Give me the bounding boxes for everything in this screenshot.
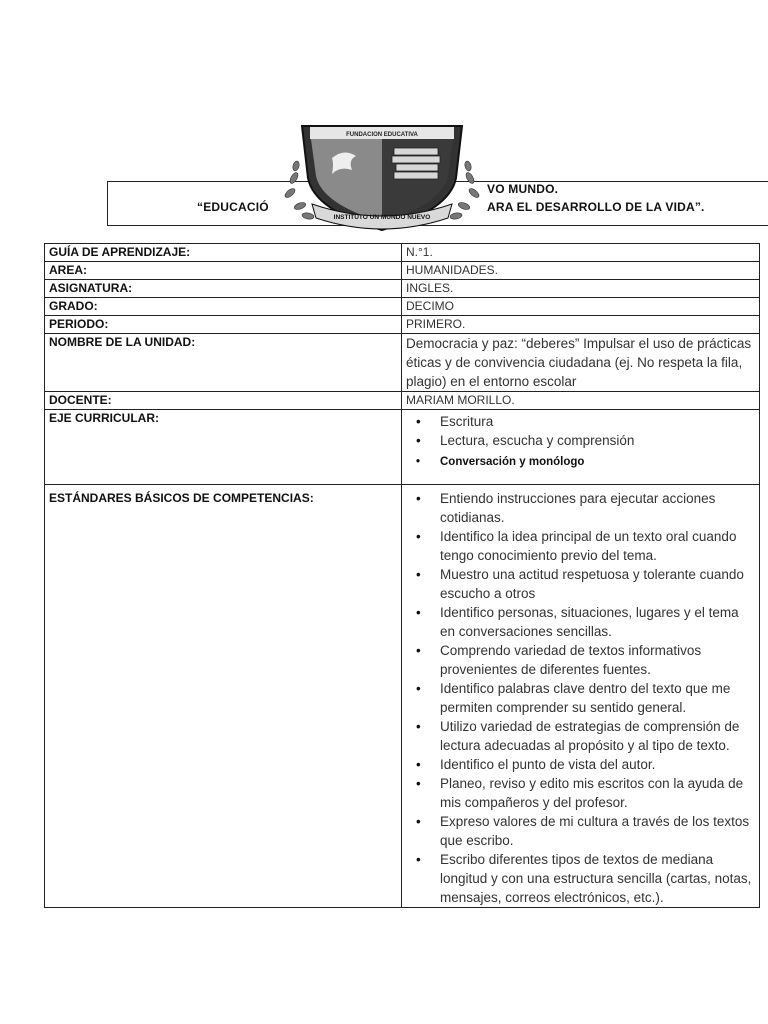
list-item: • Entiendo instrucciones para ejecutar acciones cotidianas. bbox=[428, 489, 755, 527]
row-label: GRADO: bbox=[45, 298, 402, 316]
row-label: AREA: bbox=[45, 262, 402, 280]
table-row bbox=[45, 392, 760, 410]
header-title-line1: VO MUNDO. bbox=[487, 182, 559, 196]
table-row bbox=[45, 334, 760, 392]
eje-curricular-list-cell bbox=[402, 410, 760, 485]
header-slogan-right: ARA EL DESARROLLO DE LA VIDA”. bbox=[487, 200, 705, 214]
row-value: N.°1. bbox=[402, 244, 760, 262]
list-item: • Identifico la idea principal de un texto oral cuando tengo conocimiento previo del tema. bbox=[428, 527, 755, 565]
row-value: MARIAM MORILLO. bbox=[402, 392, 760, 410]
row-value: INGLES. bbox=[402, 280, 760, 298]
list-item: • Identifico el punto de vista del autor. bbox=[428, 755, 755, 774]
row-label: GUÍA DE APRENDIZAJE: bbox=[45, 244, 402, 262]
estandares-list bbox=[406, 485, 755, 907]
list-item: • Lectura, escucha y comprensión bbox=[428, 431, 755, 450]
table-row-eje bbox=[45, 410, 760, 485]
list-item: • Identifico personas, situaciones, lugares y el tema en conversaciones sencillas. bbox=[428, 603, 755, 641]
table-row bbox=[45, 316, 760, 334]
crest-banner-text: INSTITUTO UN MUNDO NUEVO bbox=[333, 214, 431, 221]
list-item: • Utilizo variedad de estrategias de comprensión de lectura adecuadas al propósito y al tipo de texto. bbox=[428, 717, 755, 755]
crest-top-text: FUNDACION EDUCATIVA bbox=[346, 132, 418, 138]
list-item: • Expreso valores de mi cultura a través de los textos que escribo. bbox=[428, 812, 755, 850]
row-value: Democracia y paz: “deberes” Impulsar el uso de prácticas éticas y de convivencia ciudadana (ej. No respeta la fila, plagio) en el entorno escolar bbox=[402, 334, 760, 392]
table-row bbox=[45, 262, 760, 280]
eje-curricular-list bbox=[406, 410, 755, 474]
header-slogan-left: “EDUCACIÓ bbox=[197, 200, 269, 214]
row-label: DOCENTE: bbox=[45, 392, 402, 410]
table-row-estandares bbox=[45, 485, 760, 908]
learning-guide-table bbox=[44, 243, 760, 908]
list-item: • Escribo diferentes tipos de textos de mediana longitud y con una estructura sencilla (cartas, notas, mensajes, correos electrónicos, etc.). bbox=[428, 850, 755, 907]
list-item: • Muestro una actitud respetuosa y tolerante cuando escucho a otros bbox=[428, 565, 755, 603]
table-row bbox=[45, 280, 760, 298]
row-label: ESTÁNDARES BÁSICOS DE COMPETENCIAS: bbox=[45, 485, 402, 908]
list-item: • Comprendo variedad de textos informativos provenientes de diferentes fuentes. bbox=[428, 641, 755, 679]
list-item: • Escritura bbox=[428, 412, 755, 431]
row-value: HUMANIDADES. bbox=[402, 262, 760, 280]
table-row bbox=[45, 298, 760, 316]
row-value: DECIMO bbox=[402, 298, 760, 316]
row-value: PRIMERO. bbox=[402, 316, 760, 334]
table-row bbox=[45, 244, 760, 262]
school-crest-logo bbox=[282, 118, 482, 240]
row-label: NOMBRE DE LA UNIDAD: bbox=[45, 334, 402, 392]
row-label: EJE CURRICULAR: bbox=[45, 410, 402, 485]
estandares-list-cell bbox=[402, 485, 760, 908]
row-label: ASIGNATURA: bbox=[45, 280, 402, 298]
list-item: • Conversación y monólogo bbox=[428, 450, 755, 474]
list-item: • Planeo, reviso y edito mis escritos con la ayuda de mis compañeros y del profesor. bbox=[428, 774, 755, 812]
row-label: PERIODO: bbox=[45, 316, 402, 334]
list-item: • Identifico palabras clave dentro del texto que me permiten comprender su sentido general. bbox=[428, 679, 755, 717]
